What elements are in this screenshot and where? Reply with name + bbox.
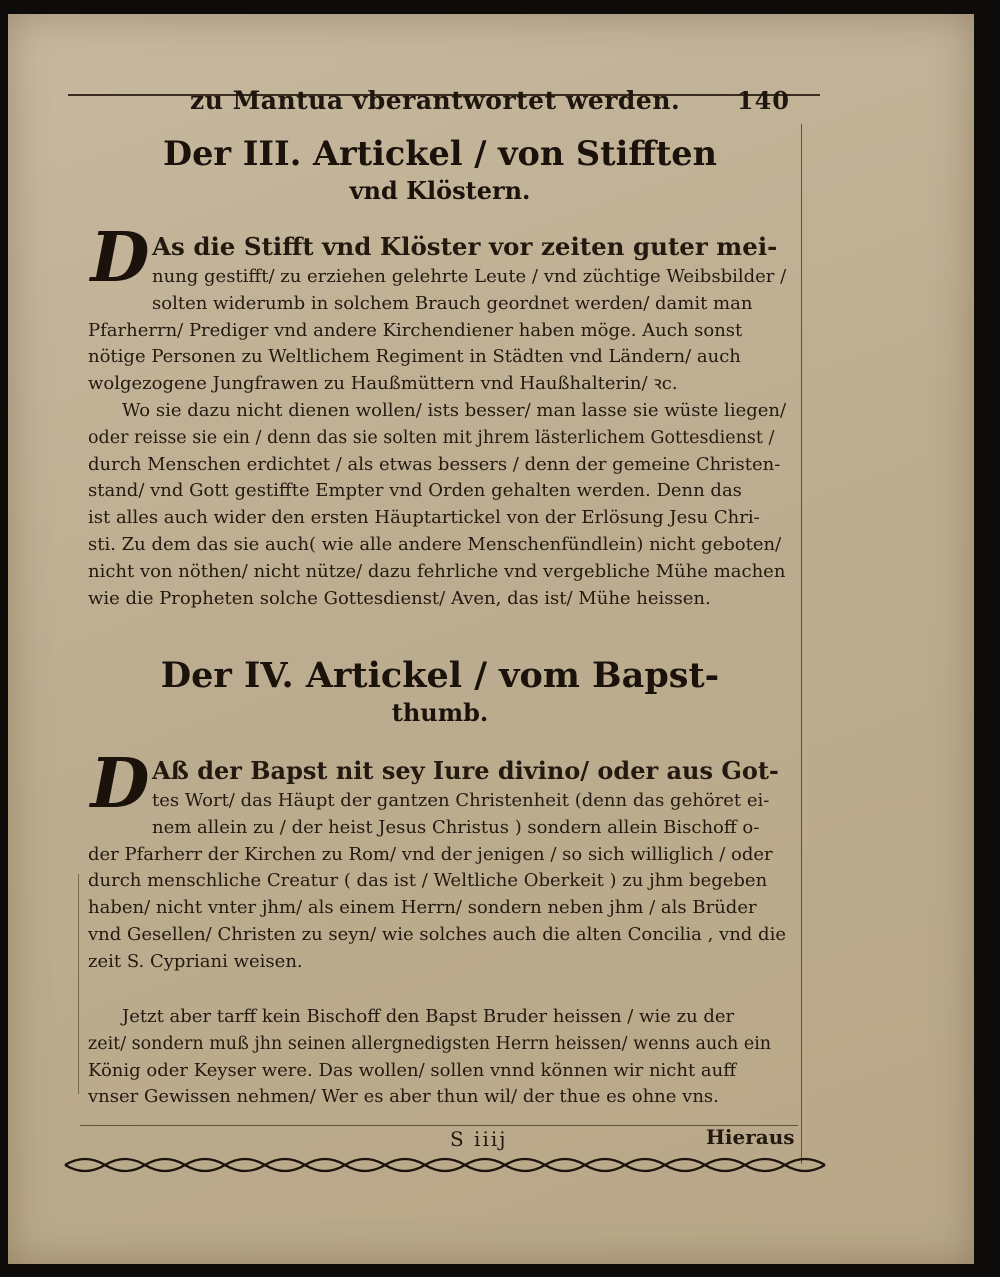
text-line: ist alles auch wider den ersten Häuptartickel von der Erlösung Jesu Chri-	[88, 507, 760, 529]
signature-mark: S iiij	[450, 1127, 508, 1151]
article-4-title: Der IV. Artickel / vom Bapst-	[160, 655, 720, 696]
text-line: nötige Personen zu Weltlichem Regiment in Städten vnd Ländern/ auch	[88, 346, 741, 368]
text-line: stand/ vnd Gott gestiffte Empter vnd Orden gehalten werden. Denn das	[88, 480, 742, 502]
page-header	[190, 86, 790, 120]
article-3-title: Der III. Artickel / von Stifften	[163, 134, 717, 173]
text-line: Wo sie dazu nicht dienen wollen/ ists besser/ man lasse sie wüste liegen/	[122, 399, 787, 421]
text-line: wolgezogene Jungfrawen zu Haußmüttern vnd Haußhalterin/ ꝛc.	[88, 373, 678, 395]
article-3-text	[88, 230, 788, 612]
article-4-paragraph-2	[88, 1004, 788, 1111]
text-line: vnser Gewissen nehmen/ Wer es aber thun wil/ der thue es ohne vns.	[88, 1086, 719, 1108]
article-4-subtitle: thumb.	[391, 698, 489, 727]
article-4-drop-cap: D	[90, 744, 150, 824]
text-line: nicht von nöthen/ nicht nütze/ dazu fehrliche vnd vergebliche Mühe machen	[88, 560, 786, 582]
article-3-subtitle: vnd Klöstern.	[349, 176, 531, 205]
text-line: nung gestifft/ zu erziehen gelehrte Leute / vnd züchtige Weibsbilder /	[152, 266, 787, 287]
running-head: zu Mantua vberantwortet werden.	[190, 86, 681, 115]
text-line: nem allein zu / der heist Jesus Christus ) sondern allein Bischoff o-	[152, 816, 760, 838]
text-line: durch Menschen erdichtet / als etwas bessers / denn der gemeine Christen-	[88, 453, 781, 475]
ornamental-border	[60, 1150, 830, 1180]
text-line: Aß der Bapst nit sey Iure divino/ oder aus Got-	[152, 756, 779, 785]
text-line: oder reisse sie ein / denn das sie solten mit jhrem lästerlichem Gottesdienst /	[88, 427, 775, 448]
text-line: der Pfarherr der Kirchen zu Rom/ vnd der jenigen / so sich williglich / oder	[88, 843, 773, 865]
text-line: Pfarherrn/ Prediger vnd andere Kirchendiener haben möge. Auch sonst	[88, 319, 743, 341]
right-margin-rule	[801, 124, 802, 1164]
article-4-text	[88, 744, 788, 976]
text-line: vnd Gesellen/ Christen zu seyn/ wie solches auch die alten Concilia , vnd die	[88, 923, 786, 945]
text-line: zeit/ sondern muß jhn seinen allergnedigsten Herrn heissen/ wenns auch ein	[88, 1033, 772, 1054]
text-line: durch menschliche Creatur ( das ist / Weltliche Oberkeit ) zu jhm begeben	[88, 870, 768, 892]
text-line: As die Stifft vnd Klöster vor zeiten guter mei-	[152, 232, 778, 261]
article-3-heading	[160, 132, 720, 206]
page-number: 140	[736, 86, 790, 115]
text-line: König oder Keyser were. Das wollen/ sollen vnnd können wir nicht auff	[88, 1059, 737, 1081]
text-line: haben/ nicht vnter jhm/ als einem Herrn/ sondern neben jhm / als Brüder	[88, 897, 757, 919]
text-line: zeit S. Cypriani weisen.	[88, 950, 303, 972]
text-line: Jetzt aber tarff kein Bischoff den Bapst Bruder heissen / wie zu der	[122, 1006, 735, 1027]
article-4-heading	[160, 654, 720, 728]
text-line: sti. Zu dem das sie auch( wie alle andere Menschenfündlein) nicht geboten/	[88, 533, 782, 555]
text-line: tes Wort/ das Häupt der gantzen Christenheit (denn das gehöret ei-	[152, 790, 770, 811]
text-line: wie die Propheten solche Gottesdienst/ Aven, das ist/ Mühe heissen.	[88, 587, 711, 609]
text-line: solten widerumb in solchem Brauch geordnet werden/ damit man	[152, 292, 753, 314]
bottom-rule	[80, 1125, 798, 1126]
catchword: Hieraus	[706, 1125, 795, 1149]
left-margin-rule	[78, 874, 79, 1094]
article-3-drop-cap: D	[90, 218, 150, 298]
